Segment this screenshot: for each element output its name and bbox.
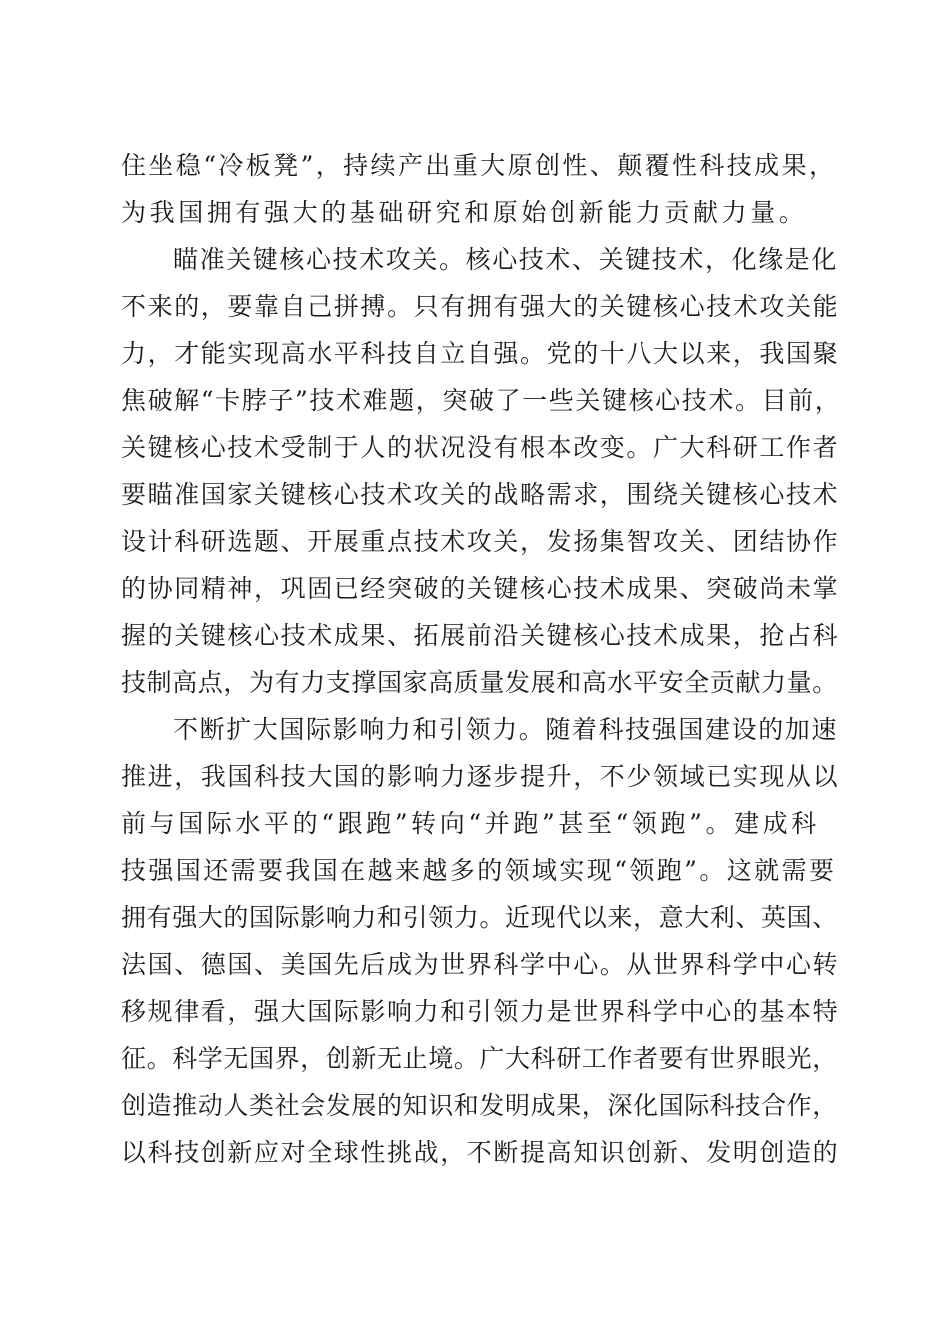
text-line: 技制高点，为有力支撑国家高质量发展和高水平安全贡献力量。 [121,668,838,697]
text-line: 法国、德国、美国先后成为世界科学中心。从世界科学中心转 [121,950,840,979]
text-line: 技强国还需要我国在越来越多的领域实现“领跑”。这就需要 [121,856,837,885]
text-line: 要瞄准国家关键核心技术攻关的战略需求，围绕关键核心技术 [121,480,840,509]
text-line: 的协同精神，巩固已经突破的关键核心技术成果、突破尚未掌 [121,574,840,603]
paragraph-start-line: 不断扩大国际影响力和引领力。随着科技强国建设的加速 [173,715,839,744]
text-line: 以科技创新应对全球性挑战，不断提高知识创新、发明创造的 [121,1138,840,1167]
text-line: 前与国际水平的“跟跑”转向“并跑”甚至“领跑”。建成科 [121,809,820,838]
text-line: 征。科学无国界，创新无止境。广大科研工作者要有世界眼光， [121,1044,838,1073]
text-line: 焦破解“卡脖子”技术难题，突破了一些关键核心技术。目前， [121,386,842,415]
text-line: 创造推动人类社会发展的知识和发明成果，深化国际科技合作， [121,1091,838,1120]
text-line: 力，才能实现高水平科技自立自强。党的十八大以来，我国聚 [121,339,840,368]
text-line: 住坐稳“冷板凳”，持续产出重大原创性、颠覆性科技成果， [121,151,837,180]
text-line: 为我国拥有强大的基础研究和原始创新能力贡献力量。 [121,198,808,227]
text-line: 握的关键核心技术成果、拓展前沿关键核心技术成果，抢占科 [121,621,840,650]
text-line: 不来的，要靠自己拼搏。只有拥有强大的关键核心技术攻关能 [121,292,840,321]
text-line: 关键核心技术受制于人的状况没有根本改变。广大科研工作者 [121,433,840,462]
text-line: 设计科研选题、开展重点技术攻关，发扬集智攻关、团结协作 [121,527,840,556]
text-line: 移规律看，强大国际影响力和引领力是世界科学中心的基本特 [121,997,840,1026]
text-line: 拥有强大的国际影响力和引领力。近现代以来，意大利、英国、 [121,903,838,932]
text-line: 推进，我国科技大国的影响力逐步提升，不少领域已实现从以 [121,762,840,791]
paragraph-start-line: 瞄准关键核心技术攻关。核心技术、关键技术，化缘是化 [173,245,839,274]
body-text [121,142,841,1176]
